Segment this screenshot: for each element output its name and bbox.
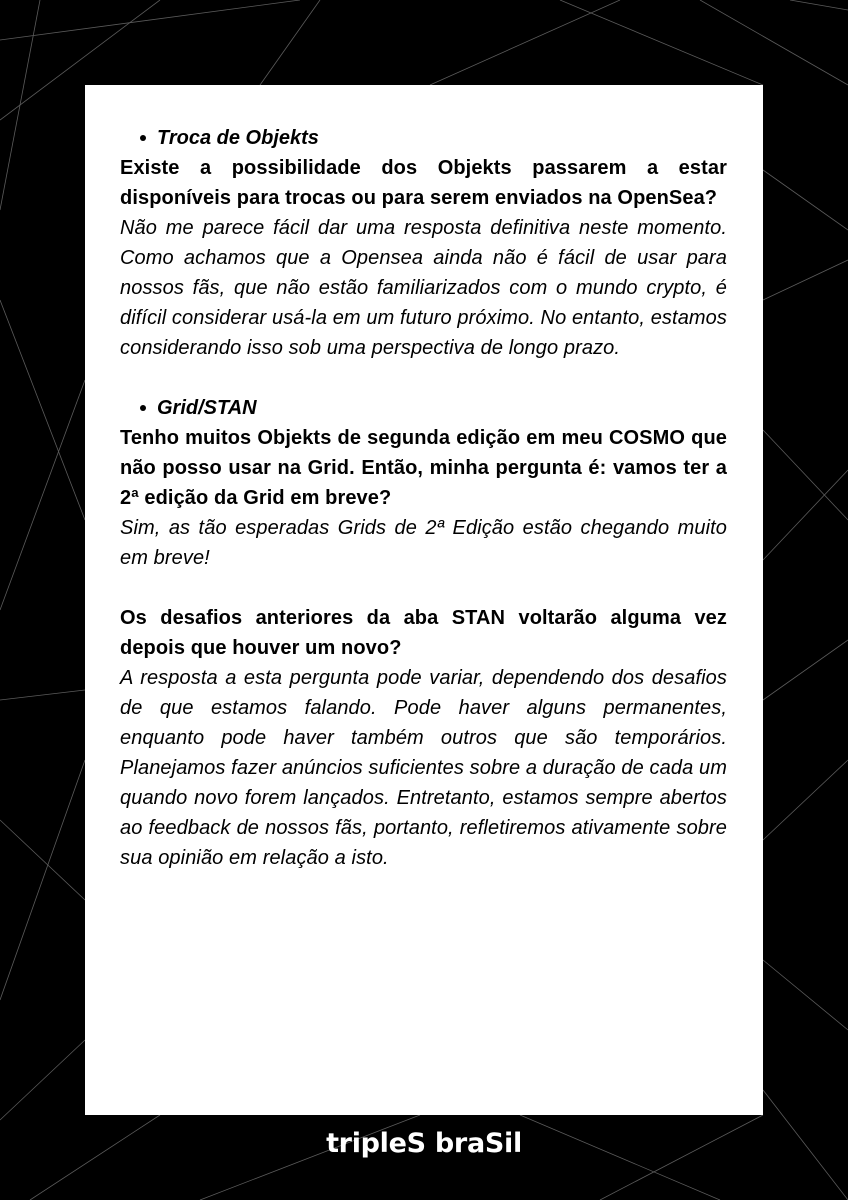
section-heading — [120, 393, 727, 423]
section-grid-stan — [120, 393, 727, 873]
content-card — [85, 85, 763, 1115]
answer: Sim, as tão esperadas Grids de 2ª Edição estão chegando muito em breve! — [120, 517, 727, 569]
footer-brand-logo: tripleS braSil — [326, 1128, 522, 1159]
section-heading — [120, 123, 727, 153]
answer: Não me parece fácil dar uma resposta definitiva neste momento. Como achamos que a Opensea ainda não é fácil de usar para nossos fãs, que não estão familiarizados com o mundo crypto, é difícil considerar usá-la em um futuro próximo. No entanto, estamos considerando isso sob uma perspectiva de longo prazo. — [120, 217, 727, 359]
question: Os desafios anteriores da aba STAN voltarão alguma vez depois que houver um novo? — [120, 607, 727, 659]
question: Existe a possibilidade dos Objekts passarem a estar disponíveis para trocas ou para serem enviados na OpenSea? — [120, 157, 727, 209]
answer: A resposta a esta pergunta pode variar, dependendo dos desafios de que estamos falando. Pode haver alguns permanentes, enquanto pode haver também outros que são temporários. Planejamos fazer anúncios suficientes sobre a duração de cada um quando novo forem lançados. Entretanto, estamos sempre abertos ao feedback de nossos fãs, portanto, refletiremos ativamente sobre sua opinião em relação a isto. — [120, 667, 727, 869]
section-heading-text: Troca de Objekts — [157, 127, 319, 149]
section-troca-de-objekts — [120, 123, 727, 363]
bullet-icon — [140, 405, 146, 411]
section-heading-text: Grid/STAN — [157, 397, 257, 419]
bullet-icon — [140, 135, 146, 141]
question: Tenho muitos Objekts de segunda edição em meu COSMO que não posso usar na Grid. Então, minha pergunta é: vamos ter a 2ª edição da Grid em breve? — [120, 427, 727, 509]
